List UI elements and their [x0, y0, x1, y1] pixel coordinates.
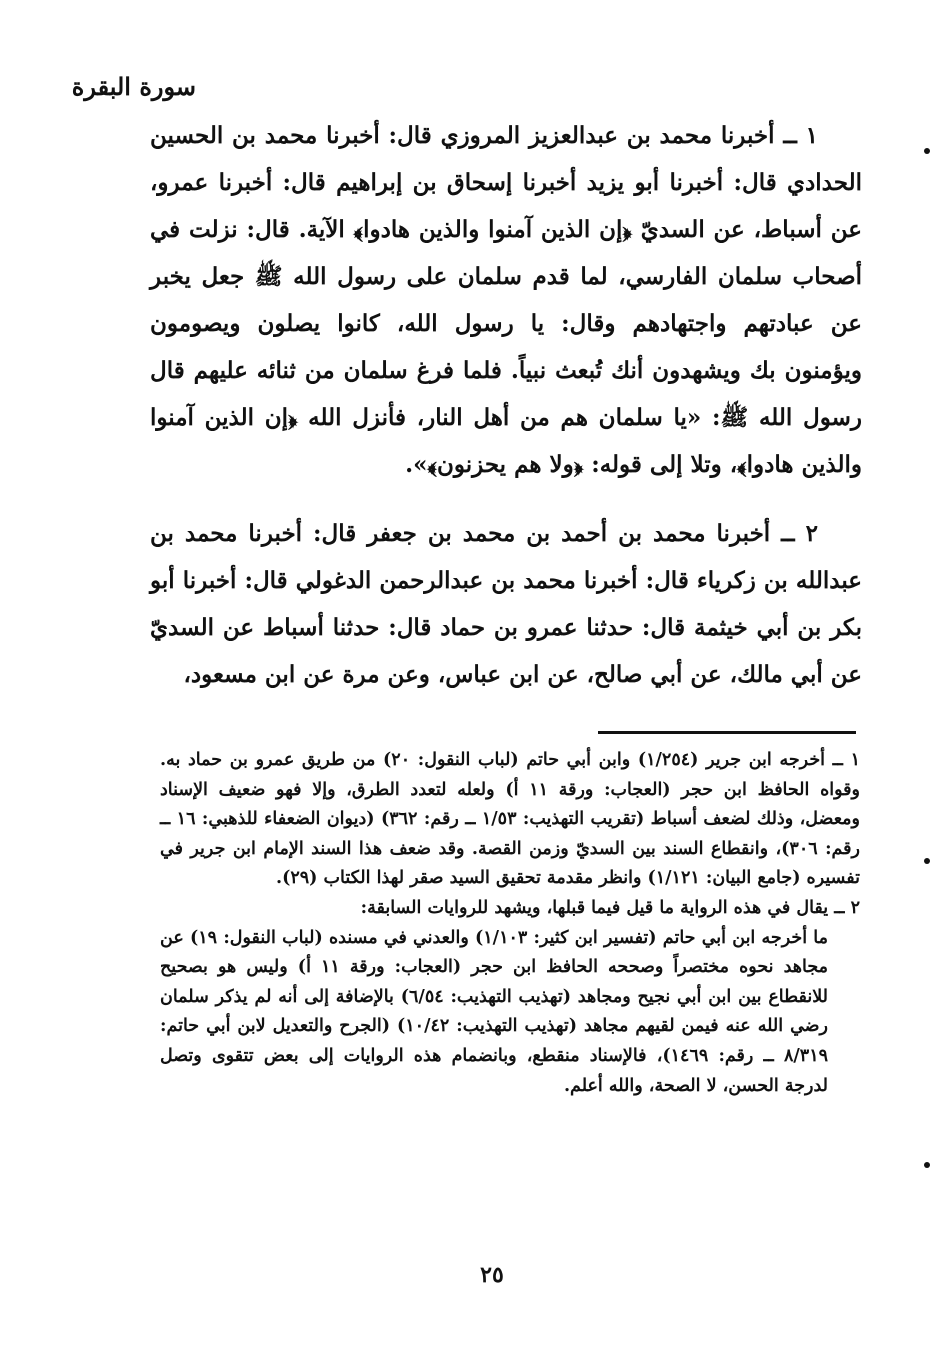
- footnote-separator-line: [598, 731, 856, 734]
- page-number: ٢٥: [480, 1262, 504, 1288]
- margin-dot-mark: [924, 1162, 930, 1168]
- footnote-1: ١ ــ أخرجه ابن جرير (١/٢٥٤) وابن أبي حاتم (لباب النقول: ٢٠) من طريق عمرو بن حماد به. وقواه الحافظ ابن حجر (العجاب: ورقة ١١ أ) ولعله لتعدد الطرق، وإلا فهو ضعيف الإسناد ومعضل، وذلك لضعف أسباط (تقريب التهذيب: ١/٥٣ ــ رقم: ٣٦٢) (ديوان الضعفاء للذهبي: ١٦ ــ رقم: ٣٠٦)، وانقطاع السند بين السديّ وزمن القصة. وقد ضعف هذا السند الإمام ابن جرير في تفسيره (جامع البيان: ١/١٢١) وانظر مقدمة تحقيق السيد صقر لهذا الكتاب (٢٩).: [160, 750, 860, 889]
- footnote-2-intro: ٢ ــ يقال في هذه الرواية ما قيل فيما قبلها، ويشهد للروايات السابقة:: [360, 897, 860, 918]
- footnotes-section: [160, 746, 860, 1101]
- main-text-body: [150, 112, 862, 720]
- margin-dot-mark: [924, 148, 930, 154]
- margin-dot-mark: [924, 858, 930, 864]
- hadith-paragraph-2: ٢ ــ أخبرنا محمد بن أحمد بن محمد بن جعفر قال: أخبرنا محمد بن عبدالله بن زكرياء قال: أخبرنا محمد بن عبدالرحمن الدغولي قال: أخبرنا أبو بكر بن أبي خيثمة قال: حدثنا عمرو بن حماد قال: حدثنا أسباط عن السديّ عن أبي مالك، عن أبي صالح، عن ابن عباس، وعن مرة عن ابن مسعود،: [150, 520, 862, 688]
- running-header-surah-title: سورة البقرة: [71, 72, 196, 101]
- footnote-2-body: ما أخرجه ابن أبي حاتم (تفسير ابن كثير: ١/١٠٣) والعدني في مسنده (لباب النقول: ١٩) عن مجاهد نحوه مختصراً وصححه الحافظ ابن حجر (العجاب: ورقة ١١ أ) وليس هو بصحيح للانقطاع بين ابن أبي نجيح ومجاهد (تهذيب التهذيب: ٦/٥٤) بالإضافة إلى أنه لم يذكر سلمان رضي الله عنه فيمن لقيهم مجاهد (تهذيب التهذيب: ١٠/٤٢) (الجرح والتعديل لابن أبي حاتم: ٨/٣١٩ ــ رقم: ١٤٦٩)، فالإسناد منقطع، وبانضمام هذه الروايات إلى بعض تتقوى وتصل لدرجة الحسن، لا الصحة، والله أعلم.: [160, 927, 828, 1096]
- hadith-paragraph-1: ١ ــ أخبرنا محمد بن عبدالعزيز المروزي قال: أخبرنا محمد بن الحسين الحدادي قال: أخبرنا أبو يزيد أخبرنا إسحاق بن إبراهيم قال: أخبرنا عمرو، عن أسباط، عن السديّ ﴿إن الذين آمنوا والذين هادوا﴾ الآية. قال: نزلت في أصحاب سلمان الفارسي، لما قدم سلمان على رسول الله ﷺ جعل يخبر عن عبادتهم واجتهادهم وقال: يا رسول الله، كانوا يصلون ويصومون ويؤمنون بك ويشهدون أنك تُبعث نبياً. فلما فرغ سلمان من ثنائه عليهم قال رسول الله ﷺ: «يا سلمان هم من أهل النار، فأنزل الله ﴿إن الذين آمنوا والذين هادوا﴾، وتلا إلى قوله: ﴿ولا هم يحزنون﴾».: [150, 122, 862, 478]
